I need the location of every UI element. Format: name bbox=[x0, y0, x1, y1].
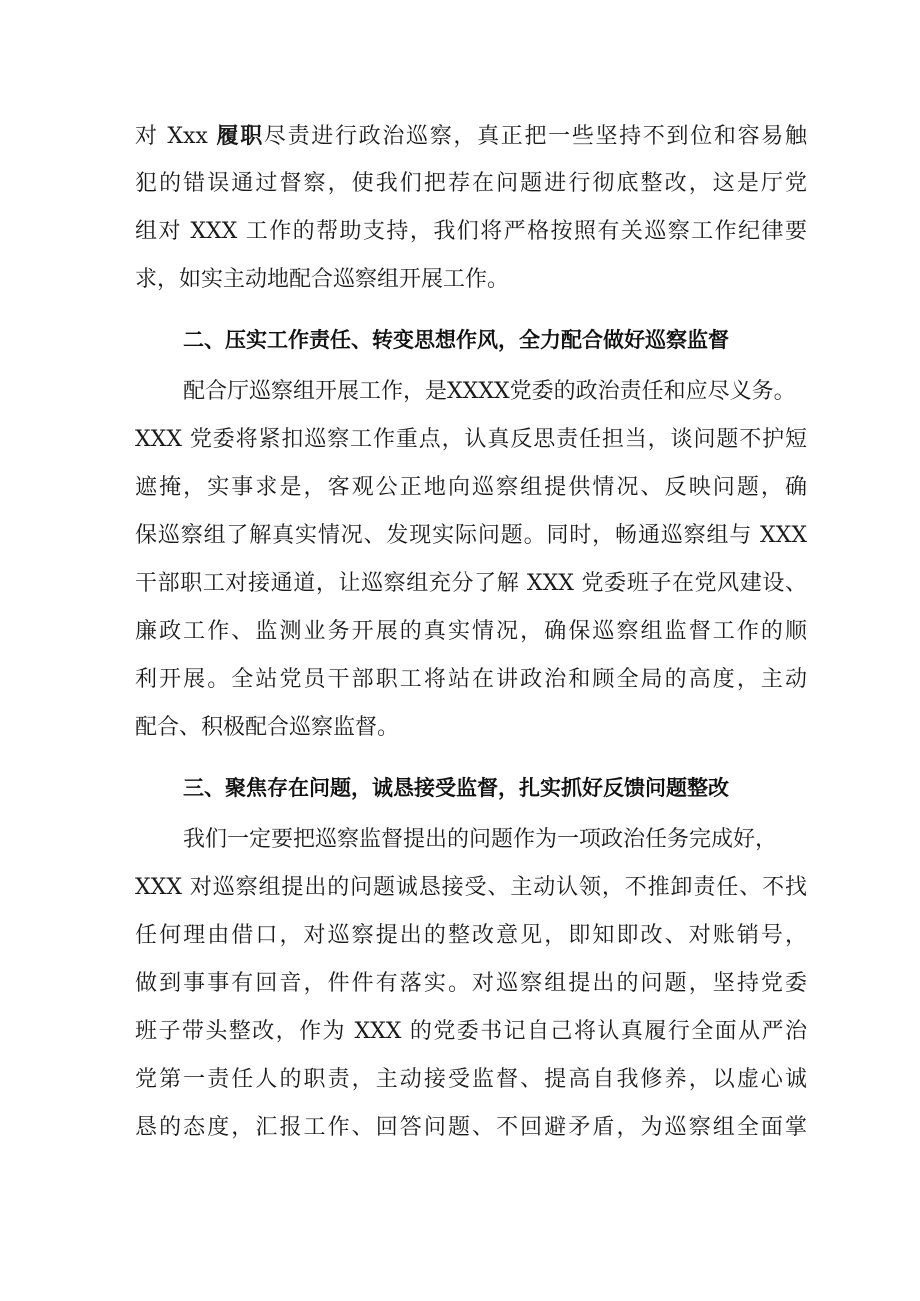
spacer bbox=[135, 752, 807, 760]
paragraph-line: 班子带头整改，作为 XXX 的党委书记自己将认真履行全面从严治 bbox=[135, 1019, 807, 1044]
paragraph-line: 党第一责任人的职责，主动接受监督、提高自我修养，以虚心诚 bbox=[135, 1067, 807, 1092]
bold-text: 履职 bbox=[216, 123, 264, 149]
section-heading-2: 二、压实工作责任、转变思想作风，全力配合做好巡察监督 bbox=[183, 328, 729, 352]
paragraph-line bbox=[135, 112, 807, 160]
paragraph-line: 干部职工对接通道，让巡察组充分了解 XXX 党委班子在党风建设、 bbox=[135, 571, 807, 596]
paragraph-line: 廉政工作、监测业务开展的真实情况，确保巡察组监督工作的顺 bbox=[135, 619, 807, 644]
paragraph-line: 利开展。全站党员干部职工将站在讲政治和顾全局的高度，主动 bbox=[135, 667, 807, 692]
paragraph-line: XXX 党委将紧扣巡察工作重点，认真反思责任担当，谈问题不护短 bbox=[135, 427, 807, 452]
paragraph-line: 配合、积极配合巡察监督。 bbox=[135, 715, 400, 740]
line-text: 尽责进行政治巡察，真正把一些坚持不到位和容易触 bbox=[263, 124, 807, 149]
paragraph-line: XXX 对巡察组提出的问题诚恳接受、主动认领，不推卸责任、不找 bbox=[135, 875, 807, 900]
paragraph-1 bbox=[135, 112, 807, 304]
paragraph-line: 恳的态度，汇报工作、回答问题、不回避矛盾，为巡察组全面掌 bbox=[135, 1115, 807, 1140]
line-text: 对 Xxx bbox=[135, 124, 217, 149]
paragraph-line: 组对 XXX 工作的帮助支持，我们将严格按照有关巡察工作纪律要 bbox=[135, 219, 807, 244]
paragraph-line: 任何理由借口，对巡察提出的整改意见，即知即改、对账销号， bbox=[135, 923, 807, 948]
paragraph-line: 保巡察组了解真实情况、发现实际问题。同时，畅通巡察组与 XXX bbox=[135, 523, 807, 548]
section-heading-3: 三、聚焦存在问题，诚恳接受监督，扎实抓好反馈问题整改 bbox=[183, 776, 729, 800]
document-body bbox=[135, 112, 807, 1152]
paragraph-line: 我们一定要把巡察监督提出的问题作为一项政治任务完成好， bbox=[183, 827, 778, 852]
paragraph-3 bbox=[135, 816, 807, 1152]
paragraph-line: 遮掩，实事求是，客观公正地向巡察组提供情况、反映问题，确 bbox=[135, 475, 807, 500]
paragraph-line: 配合厅巡察组开展工作，是XXXX党委的政治责任和应尽义务。 bbox=[183, 379, 796, 404]
paragraph-line: 做到事事有回音，件件有落实。对巡察组提出的问题，坚持党委 bbox=[135, 971, 807, 996]
spacer bbox=[135, 304, 807, 312]
paragraph-line: 犯的错误通过督察，使我们把荐在问题进行彻底整改，这是厅党 bbox=[135, 171, 807, 196]
paragraph-2 bbox=[135, 368, 807, 752]
paragraph-line: 求，如实主动地配合巡察组开展工作。 bbox=[135, 267, 510, 292]
